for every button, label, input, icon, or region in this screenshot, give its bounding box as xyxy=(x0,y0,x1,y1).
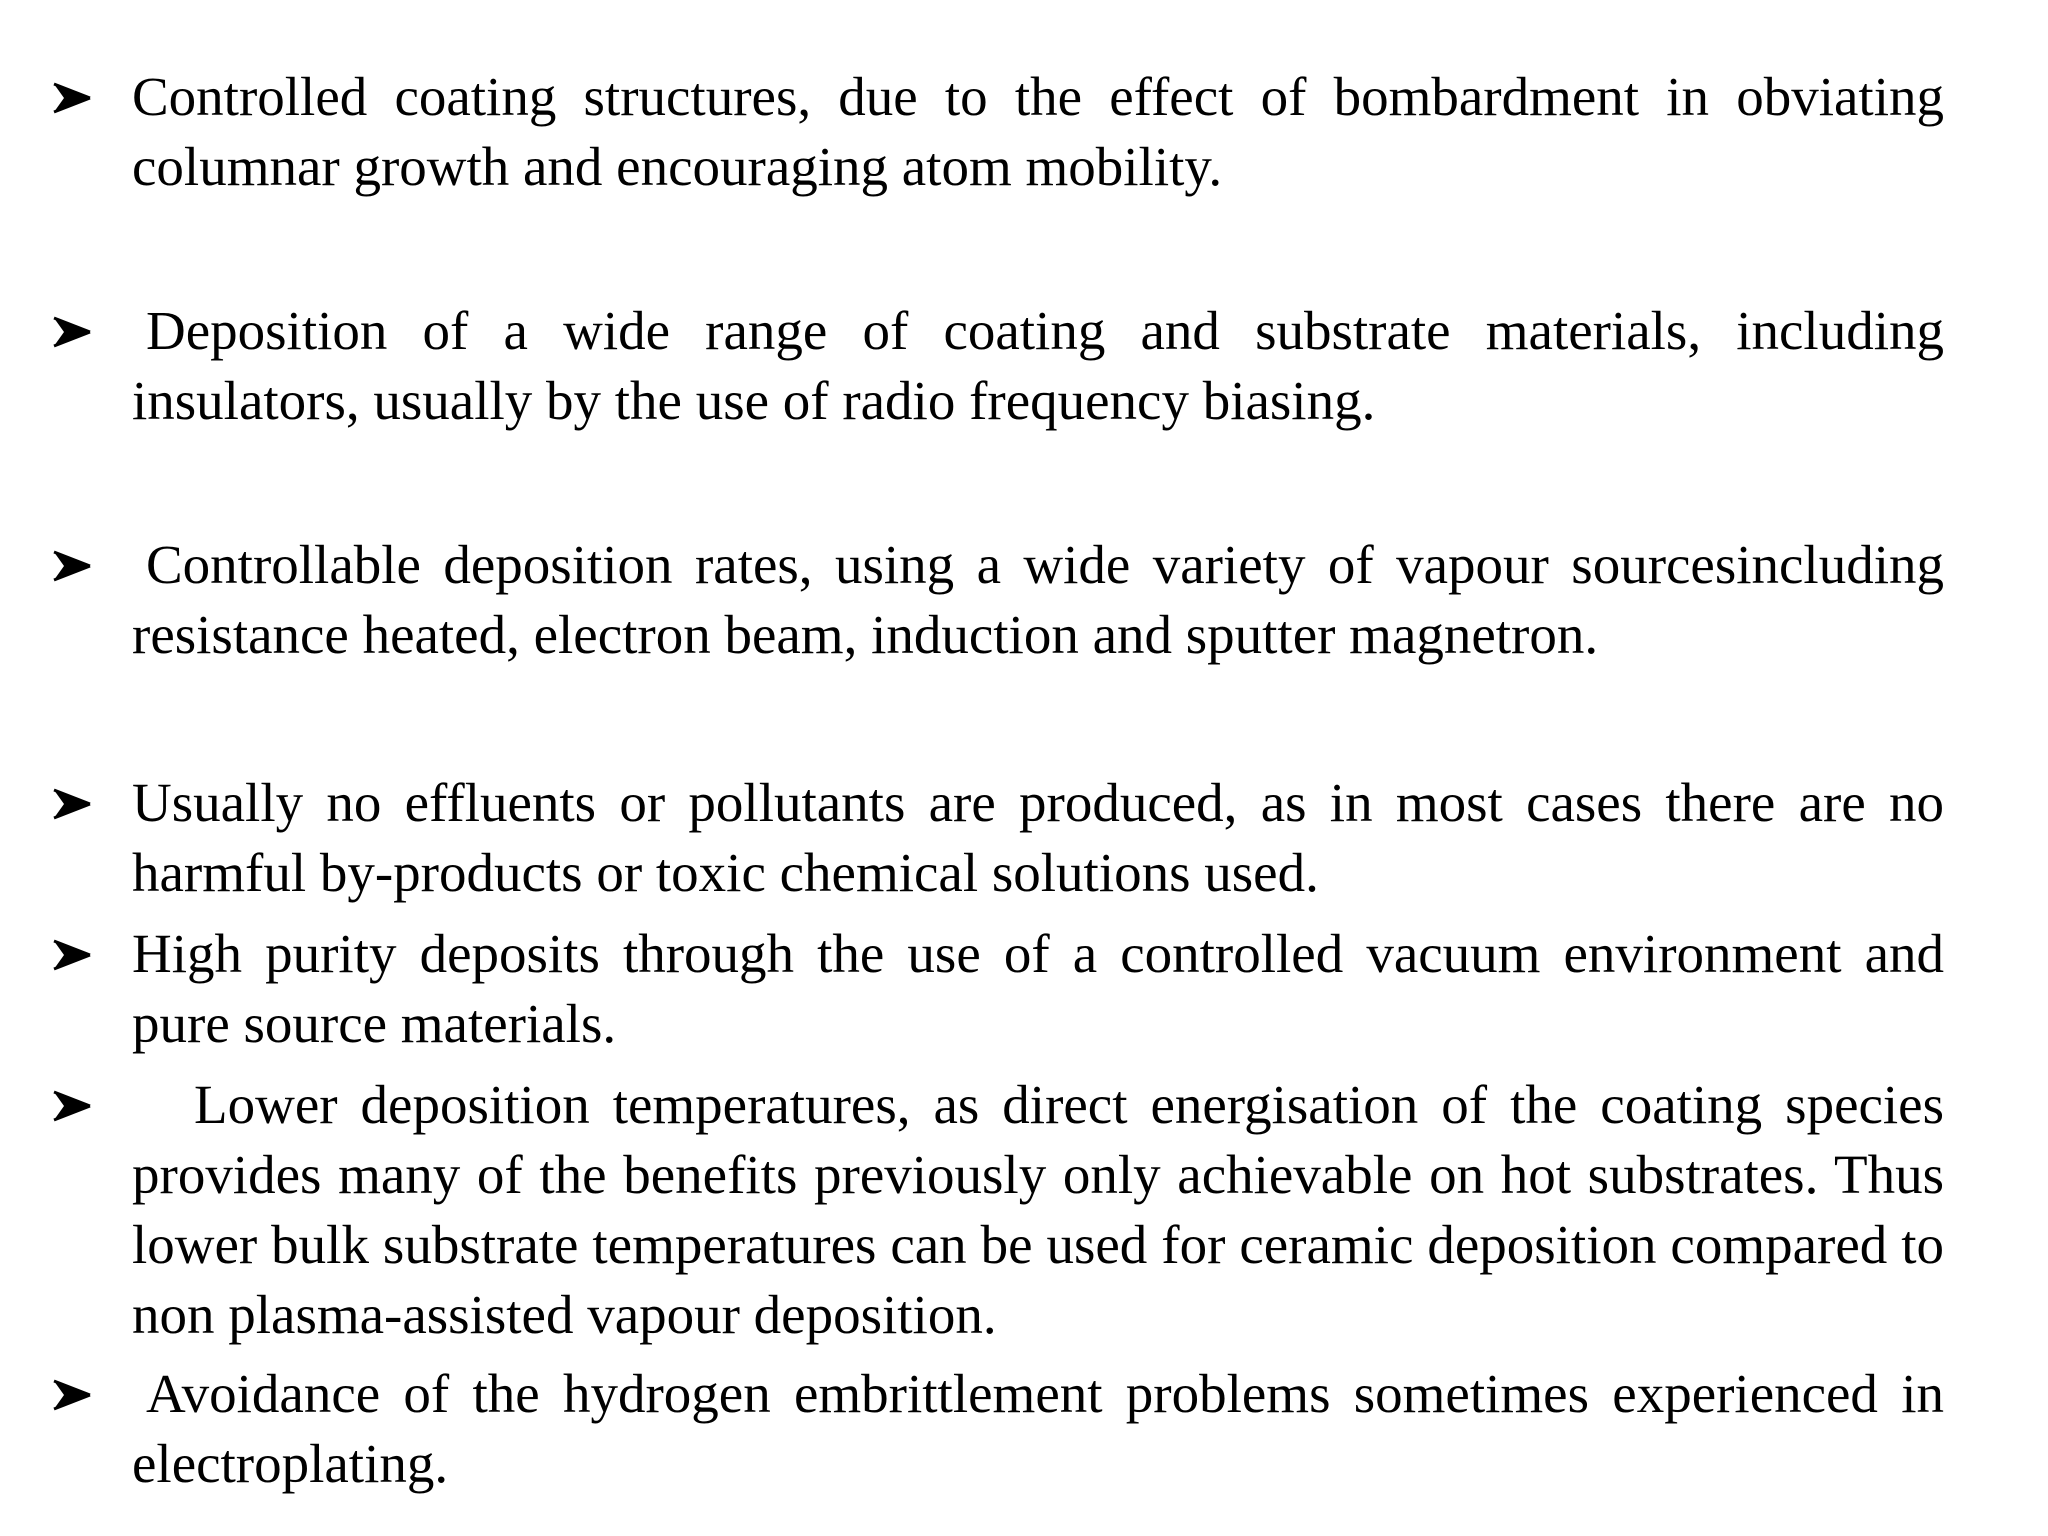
arrowhead-bullet-icon xyxy=(52,788,92,820)
list-item xyxy=(52,62,1944,202)
list-item xyxy=(52,768,1944,908)
bullet-text: Usually no effluents or pollutants are produced, as in most cases there are no harmful by-products or toxic chemical solutions used. xyxy=(132,772,1944,903)
list-item xyxy=(52,919,1944,1059)
bullet-text: Lower deposition temperatures, as direct energisation of the coating species provides many of the benefits previously only achievable on hot substrates. Thus lower bulk substrate temperatures can be used for ceramic deposition compared to non plasma-assisted vapour deposition. xyxy=(132,1074,1944,1345)
bullet-text: High purity deposits through the use of a controlled vacuum environment and pure source materials. xyxy=(132,923,1944,1054)
arrowhead-bullet-icon xyxy=(52,550,92,582)
list-item xyxy=(52,1359,1944,1499)
bullet-text: Deposition of a wide range of coating and substrate materials, including insulators, usually by the use of radio frequency biasing. xyxy=(132,300,1944,431)
bullet-text: Controllable deposition rates, using a wide variety of vapour sourcesincluding resistance heated, electron beam, induction and sputter magnetron. xyxy=(132,534,1944,665)
arrowhead-bullet-icon xyxy=(52,1379,92,1411)
arrowhead-bullet-icon xyxy=(52,1090,92,1122)
arrowhead-bullet-icon xyxy=(52,316,92,348)
list-item xyxy=(52,296,1944,436)
list-item xyxy=(52,530,1944,670)
bullet-text: Controlled coating structures, due to the effect of bombardment in obviating columnar growth and encouraging atom mobility. xyxy=(132,66,1944,197)
bullet-text: Avoidance of the hydrogen embrittlement problems sometimes experienced in electroplating. xyxy=(132,1363,1944,1494)
arrowhead-bullet-icon xyxy=(52,82,92,114)
arrowhead-bullet-icon xyxy=(52,939,92,971)
list-item xyxy=(52,1070,1944,1350)
